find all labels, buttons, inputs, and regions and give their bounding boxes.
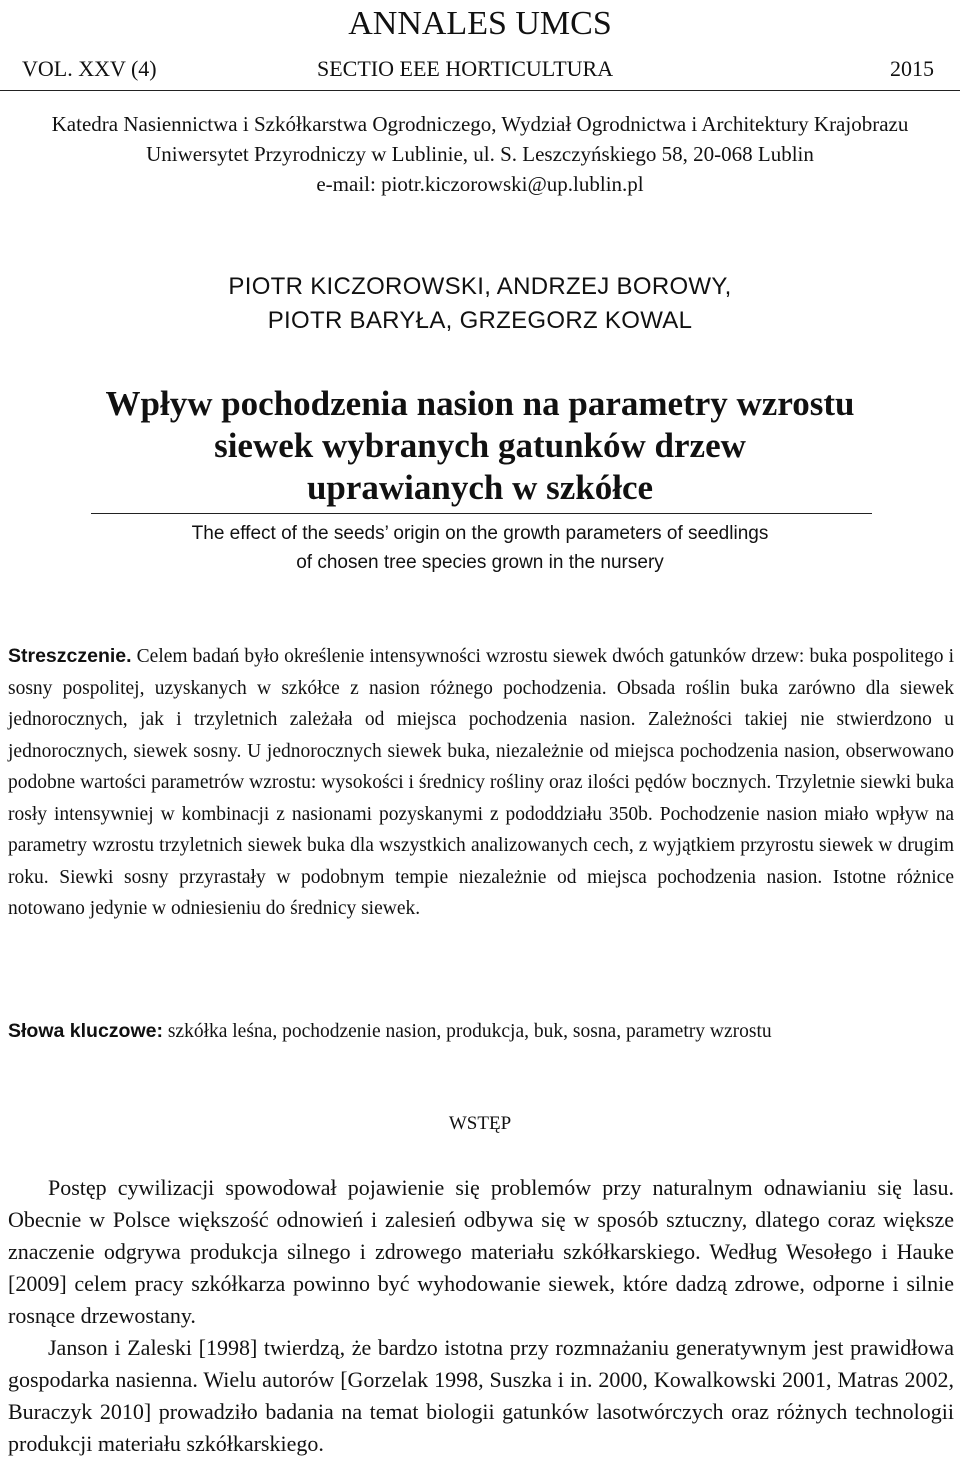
abstract-text: Celem badań było określenie intensywności wzrostu siewek dwóch gatunków drzew: buka pospolitego i sosny pospolitej, uzyskanych w szkółce z nasion różnego pochodzenia. Obsada roślin buka zarówno dla siewek jednorocznych, jak i trzyletnich zależała od miejsca pochodzenia nasion. Zależności takiej nie stwierdzono u jednorocznych, siewek sosny. U jednorocznych siewek buka, niezależnie od miejsca pochodzenia nasion, obserwowano podobne wartości parametrów wzrostu: wysokości i średnicy rośliny oraz ilości pędów bocznych. Trzyletnie siewki buka rosły intensywniej w kombinacji z nasionami pozyskanymi z pododdziału 350b. Pochodzenie nasion miało wpływ na parametry wzrostu trzyletnich siewek buka dla wszystkich analizowanych cech, z wyjątkiem przyrostu siewek w drugim roku. Siewki sosny przyrastały w podobnym tempie niezależnie od miejsca pochodzenia nasion. Istotne różnice notowano jedynie w odniesieniu do średnicy siewek. xyxy=(8,646,954,919)
keywords-label: Słowa kluczowe: xyxy=(8,1020,163,1042)
section-heading-intro: WSTĘP xyxy=(448,1113,512,1134)
publication-year: 2015 xyxy=(890,56,934,81)
volume-number: VOL. XXV (4) xyxy=(22,56,157,81)
title-line: The effect of the seeds’ origin on the growth parameters of seedlings xyxy=(191,523,769,544)
title-line: siewek wybranych gatunków drzew xyxy=(214,426,746,465)
header-divider xyxy=(0,90,960,91)
title-divider xyxy=(91,513,872,514)
title-line: uprawianych w szkółce xyxy=(306,468,654,507)
author-line: PIOTR BARYŁA, GRZEGORZ KOWAL xyxy=(267,307,693,334)
paragraph: Janson i Zaleski [1998] twierdzą, że bardzo istotna przy rozmnażaniu generatywnym jest prawidłowa gospodarka nasienna. Wielu autorów [Gorzelak 1998, Suszka i in. 2000, Kowalkowski 2001, Matras 2002, Buraczyk 2010] prowadziło badania na temat biologii gatunków lasotwórczych oraz różnych technologii produkcji materiału szkółkarskiego. xyxy=(8,1335,954,1456)
introduction-body xyxy=(8,1172,954,1460)
title-line: of chosen tree species grown in the nursery xyxy=(296,552,664,573)
section-name: SECTIO EEE HORTICULTURA xyxy=(317,56,614,81)
paper-title-english xyxy=(0,519,960,577)
author-list xyxy=(0,270,960,338)
abstract-label: Streszczenie. xyxy=(8,645,132,667)
keywords xyxy=(8,1016,954,1047)
affiliation-address: Uniwersytet Przyrodniczy w Lublinie, ul. S. Leszczyńskiego 58, 20-068 Lublin xyxy=(146,142,814,166)
affiliation-department: Katedra Nasiennictwa i Szkółkarstwa Ogrodniczego, Wydział Ogrodnictwa i Architektury Krajobrazu xyxy=(51,112,909,136)
journal-title: ANNALES UMCS xyxy=(348,5,612,42)
keywords-text: szkółka leśna, pochodzenie nasion, produkcja, buk, sosna, parametry wzrostu xyxy=(162,1021,772,1042)
author-line: PIOTR KICZOROWSKI, ANDRZEJ BOROWY, xyxy=(228,273,732,300)
volume-line xyxy=(22,56,934,86)
paragraph: Postęp cywilizacji spowodował pojawienie się problemów przy naturalnym odnawianiu się lasu. Obecnie w Polsce większość odnowień i zalesień odbywa się w sposób sztuczny, dlatego coraz większe znaczenie odgrywa produkcja silnego i zdrowego materiału szkółkarskiego. Według Wesołego i Hauke [2009] celem pracy szkółkarza powinno być wyhodowanie siewek, które dadzą zdrowe, odporne i silnie rosnące drzewostany. xyxy=(8,1175,954,1328)
abstract xyxy=(8,641,954,925)
title-line: Wpływ pochodzenia nasion na parametry wzrostu xyxy=(105,384,855,423)
affiliation-email: e-mail: piotr.kiczorowski@up.lublin.pl xyxy=(316,172,644,196)
paper-title-polish xyxy=(0,383,960,509)
